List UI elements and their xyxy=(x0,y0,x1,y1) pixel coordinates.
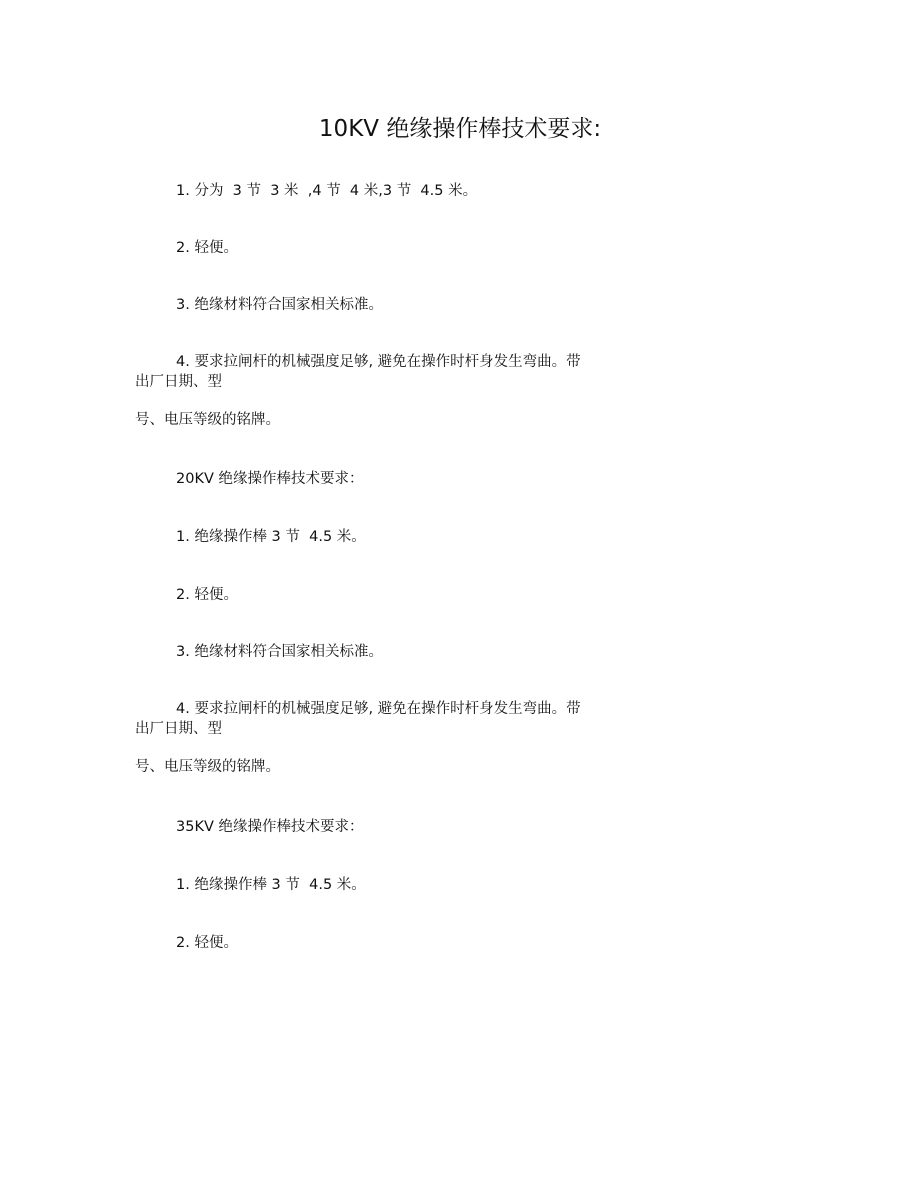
section-20kv-item-4-cont: 出厂日期、型 xyxy=(135,721,222,737)
section-10kv-item-1: 1. 分为 3 节 3 米 ,4 节 4 米,3 节 4.5 米。 xyxy=(176,183,478,199)
section-10kv-item-4: 4. 要求拉闸杆的机械强度足够, 避免在操作时杆身发生弯曲。带 xyxy=(176,354,581,370)
section-10kv-item-4-cont2: 号、电压等级的铭牌。 xyxy=(135,412,280,428)
section-10kv-item-3: 3. 绝缘材料符合国家相关标准。 xyxy=(176,297,383,313)
section-35kv-heading: 35KV 绝缘操作棒技术要求： xyxy=(176,819,364,835)
section-20kv-heading: 20KV 绝缘操作棒技术要求： xyxy=(176,471,364,487)
section-35kv-item-2: 2. 轻便。 xyxy=(176,935,238,951)
document-title: 10KV 绝缘操作棒技术要求: xyxy=(318,116,602,142)
section-20kv-item-1: 1. 绝缘操作棒 3 节 4.5 米。 xyxy=(176,529,366,545)
section-10kv-item-4-cont: 出厂日期、型 xyxy=(135,374,222,390)
section-20kv-item-4: 4. 要求拉闸杆的机械强度足够, 避免在操作时杆身发生弯曲。带 xyxy=(176,701,581,717)
section-20kv-item-3: 3. 绝缘材料符合国家相关标准。 xyxy=(176,644,383,660)
section-20kv-item-2: 2. 轻便。 xyxy=(176,587,238,603)
section-20kv-item-4-cont2: 号、电压等级的铭牌。 xyxy=(135,759,280,775)
section-35kv-item-1: 1. 绝缘操作棒 3 节 4.5 米。 xyxy=(176,877,366,893)
section-10kv-item-2: 2. 轻便。 xyxy=(176,240,238,256)
